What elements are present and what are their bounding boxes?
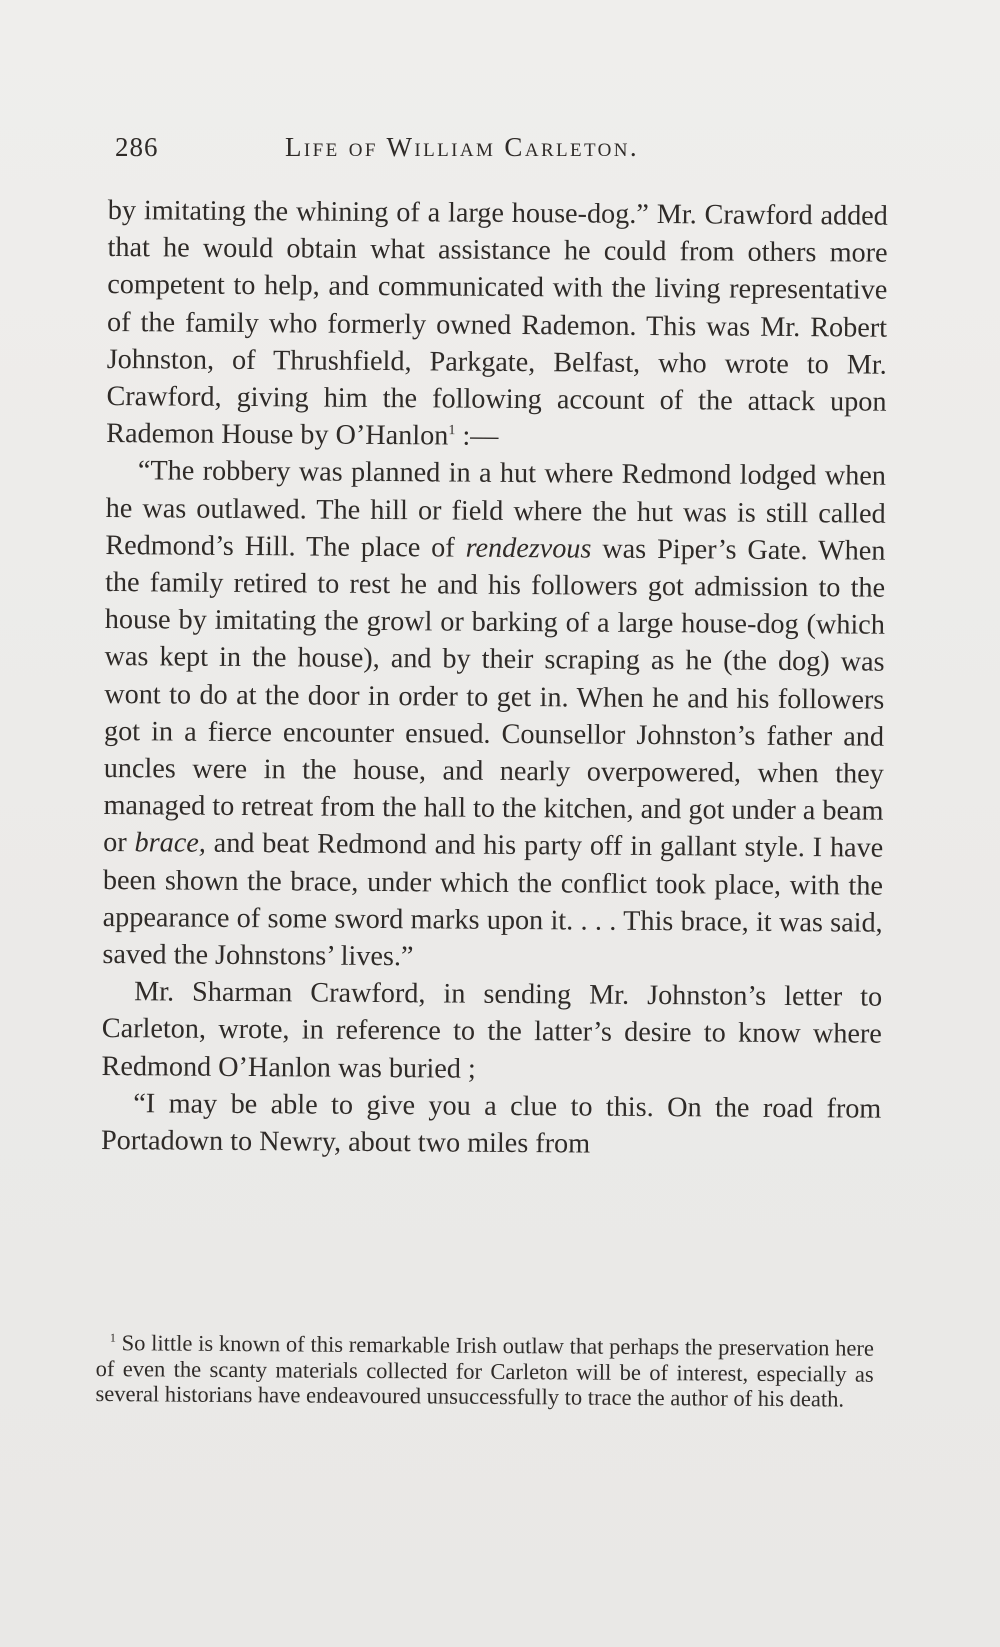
- paragraph-2-italic-rendezvous: rendezvous: [465, 532, 592, 565]
- footnote-reference: 1: [448, 423, 456, 439]
- paragraph-2-italic-brace: brace,: [134, 827, 206, 860]
- paragraph-1: [106, 192, 888, 458]
- paragraph-2-text-b: was Piper’s Gate. When the family retired to rest he and his followers got admission to the house by imitating the growl or barking of a large house-dog (which was kept in the house), and by their scraping as he (the dog) was wont to do at the door in order to get in. When he and his followers got in a fierce encounter ensued. Counsellor Johnston’s father and uncles were in the house, and nearly overpowered, when they managed to retreat from the hall to the kitchen, and got under a beam or: [103, 533, 886, 859]
- paragraph-1-tail: :—: [455, 420, 499, 453]
- paragraph-2-text-a: “The robbery was planned in a hut where Redmond lodged when he was outlawed. The hill or field where the hut was is still called Redmond’s Hill. The place of: [105, 455, 887, 564]
- page-number: 286: [115, 132, 159, 162]
- paragraph-4: “I may be able to give you a clue to this. On the road from Portadown to Newry, about two miles from: [100, 1088, 882, 1160]
- paragraph-2: [102, 452, 886, 979]
- paragraph-1-text: by imitating the whining of a large house-dog.” Mr. Crawford added that he would obtain what assistance he could from others more competent to help, and communicated with the living representative of the family who formerly owned Rademon. This was Mr. Robert Johnston, of Thrushfield, Parkgate, Belfast, who wrote to Mr. Crawford, giving him the following account of the attack upon Rademon House by O’Hanlon: [106, 194, 888, 452]
- footnote-paragraph: [95, 1330, 874, 1412]
- footnote-text: So little is known of this remarkable Irish outlaw that perhaps the preservation here of even the scanty materials collected for Carleton will be of interest, especially as several historians have endeavoured unsuccessfully to trace the author of his death.: [95, 1330, 874, 1412]
- body-text: [101, 192, 888, 1165]
- paragraph-2-text-c: and beat Redmond and his party off in gallant style. I have been shown the brace, under which the conflict took place, with the appearance of some sword marks upon it. . . . This brace, it was said, saved the Johnstons’ lives.”: [102, 828, 884, 973]
- page-header: [115, 132, 885, 172]
- footnote: [95, 1330, 874, 1412]
- running-head: Life of William Carleton.: [285, 132, 640, 162]
- paragraph-3: Mr. Sharman Crawford, in sending Mr. Johnston’s letter to Carleton, wrote, in reference to the latter’s desire to know where Redmond O’Hanlon was buried ;: [101, 976, 883, 1085]
- footnote-mark: 1: [109, 1330, 116, 1345]
